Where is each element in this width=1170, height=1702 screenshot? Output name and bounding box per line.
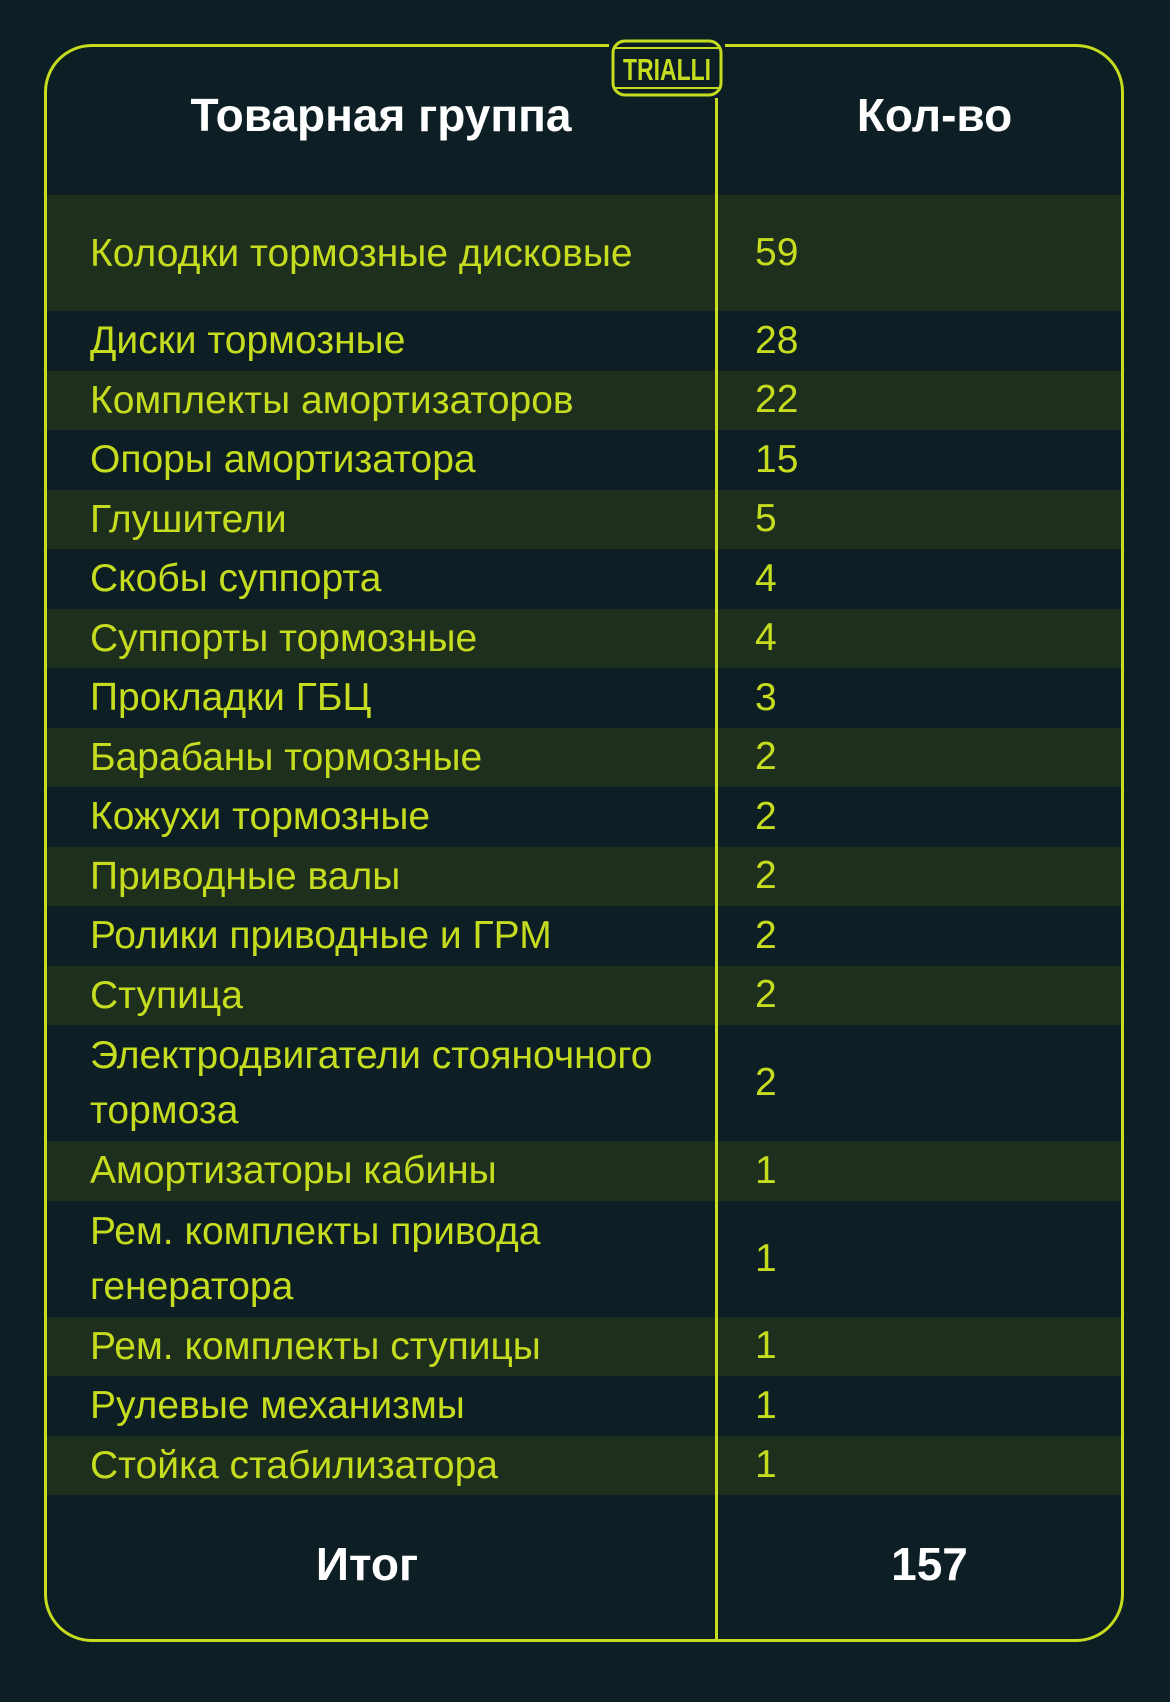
table-row — [47, 1025, 1121, 1141]
row-group-name: Электродвигатели стояночного тормоза — [90, 1034, 653, 1132]
table-row — [47, 609, 1121, 669]
table-row — [47, 1201, 1121, 1317]
table-row — [47, 311, 1121, 371]
row-group-name: Рулевые механизмы — [90, 1384, 465, 1428]
row-group-name: Прокладки ГБЦ — [90, 676, 372, 720]
row-group-name: Ступица — [90, 973, 243, 1017]
row-qty: 28 — [755, 318, 799, 362]
table-row — [47, 787, 1121, 847]
column-divider — [715, 47, 718, 1639]
table-row — [47, 1376, 1121, 1436]
row-qty: 4 — [755, 616, 777, 660]
row-group-name: Приводные валы — [90, 854, 401, 898]
table-row — [47, 430, 1121, 490]
trialli-logo — [609, 38, 725, 98]
row-qty: 22 — [755, 378, 799, 422]
row-qty: 2 — [755, 973, 777, 1017]
table-row — [47, 1317, 1121, 1377]
table-row — [47, 371, 1121, 431]
table-row — [47, 668, 1121, 728]
row-group-name: Колодки тормозные дисковые — [90, 231, 633, 275]
table-row — [47, 490, 1121, 550]
table-row — [47, 906, 1121, 966]
row-group-name: Рем. комплекты ступицы — [90, 1324, 541, 1368]
row-group-name: Комплекты амортизаторов — [90, 378, 574, 422]
row-qty: 59 — [755, 231, 799, 274]
row-qty: 1 — [755, 1148, 777, 1192]
row-group-name: Суппорты тормозные — [90, 616, 478, 660]
row-group-name: Амортизаторы кабины — [90, 1149, 497, 1193]
row-group-name: Кожухи тормозные — [90, 795, 431, 839]
row-group-name: Барабаны тормозные — [90, 735, 483, 779]
row-qty: 2 — [755, 794, 777, 838]
table-row — [47, 549, 1121, 609]
table-row — [47, 966, 1121, 1026]
table-body — [47, 195, 1121, 1495]
row-group-name: Ролики приводные и ГРМ — [90, 914, 552, 958]
row-qty: 1 — [755, 1383, 777, 1427]
svg-text:TRIALLI: TRIALLI — [623, 52, 711, 87]
row-group-name: Стойка стабилизатора — [90, 1443, 498, 1487]
row-qty: 5 — [755, 497, 777, 541]
row-group-name: Опоры амортизатора — [90, 438, 476, 482]
row-qty: 1 — [755, 1443, 777, 1487]
row-qty: 2 — [755, 913, 777, 957]
row-qty: 1 — [755, 1324, 777, 1368]
row-qty: 2 — [755, 735, 777, 779]
table-row — [47, 1141, 1121, 1201]
row-qty: 15 — [755, 437, 799, 481]
row-group-name: Диски тормозные — [90, 319, 406, 363]
table-row — [47, 728, 1121, 788]
table-header — [47, 47, 1121, 195]
table-row — [47, 195, 1121, 311]
row-qty: 3 — [755, 675, 777, 719]
row-qty: 1 — [755, 1236, 777, 1280]
row-group-name: Глушители — [90, 497, 287, 541]
total-label: Итог — [315, 1538, 419, 1590]
row-qty: 2 — [755, 854, 777, 898]
row-group-name: Рем. комплекты привода генератора — [90, 1209, 541, 1308]
row-qty: 2 — [755, 1061, 777, 1104]
summary-table-card — [44, 44, 1124, 1642]
table-row — [47, 1436, 1121, 1496]
column-header-qty: Кол-во — [856, 89, 1013, 141]
total-value: 157 — [891, 1538, 968, 1590]
table-row — [47, 847, 1121, 907]
column-header-group: Товарная группа — [190, 89, 572, 141]
table-footer — [47, 1499, 1121, 1639]
row-qty: 4 — [755, 556, 777, 600]
row-group-name: Скобы суппорта — [90, 557, 382, 601]
